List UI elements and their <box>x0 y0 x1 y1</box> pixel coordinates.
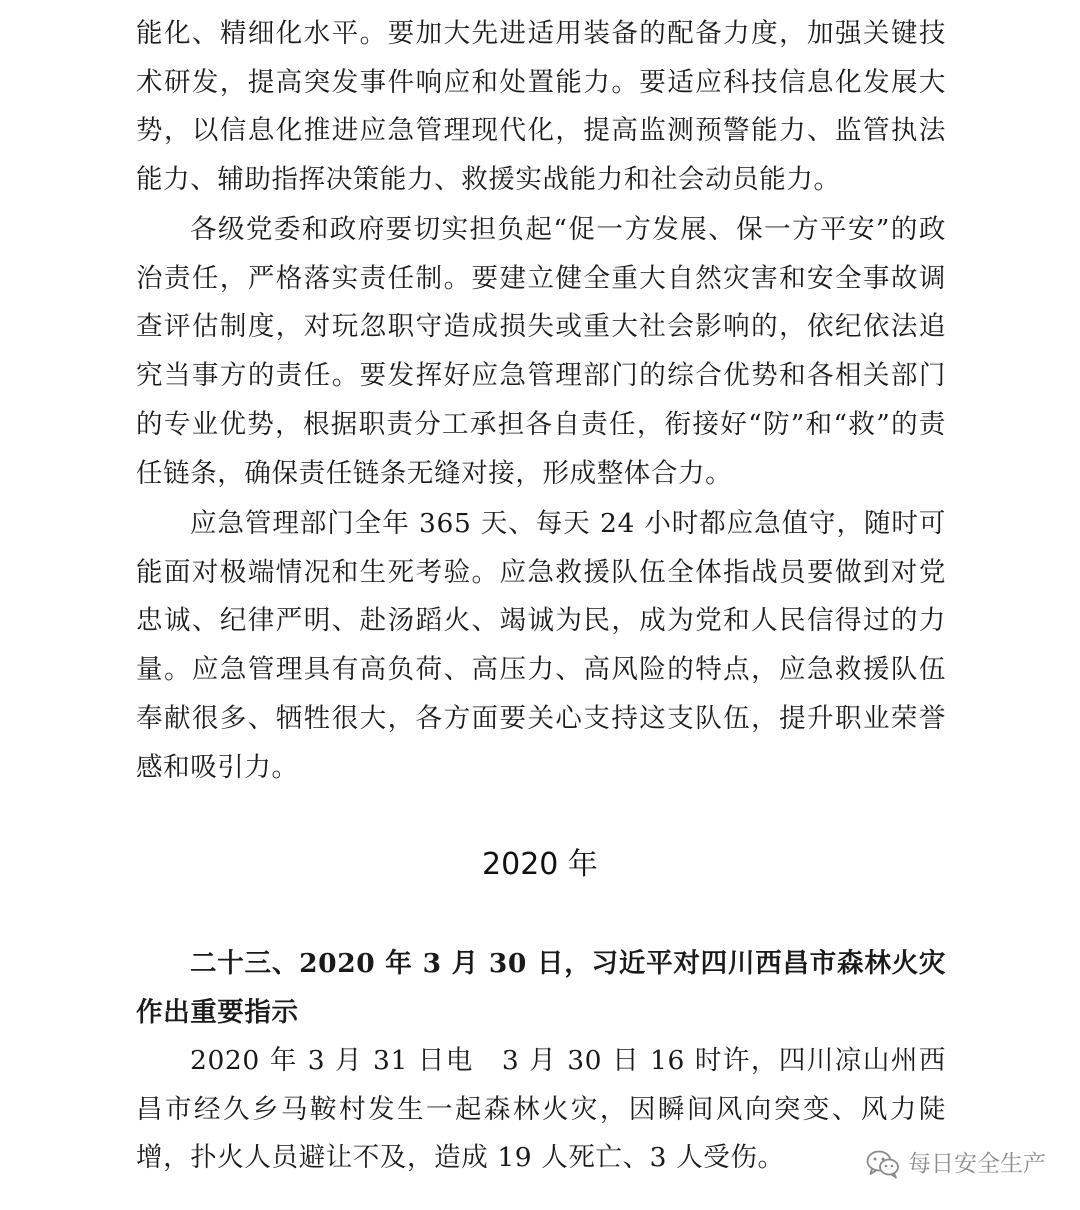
paragraph-capability: 能化、精细化水平。要加大先进适用装备的配备力度，加强关键技术研发，提高突发事件响应和处置能力。要适应科技信息化发展大势，以信息化推进应急管理现代化，提高监测预警能力、监管执法能力、辅助指挥决策能力、救援实战能力和社会动员能力。 <box>136 18 946 196</box>
watermark-text: 每日安全生产 <box>908 1151 1046 1177</box>
watermark <box>866 1146 1046 1182</box>
section-title: 二十三、2020 年 3 月 30 日，习近平对四川西昌市森林火灾作出重要指示 <box>136 948 946 1028</box>
paragraph-emergency-team: 应急管理部门全年 365 天、每天 24 小时都应急值守，随时可能面对极端情况和生死考验。应急救援队伍全体指战员要做到对党忠诚、纪律严明、赴汤蹈火、竭诚为民，成为党和人民信得过的力量。应急管理具有高负荷、高压力、高风险的特点，应急救援队伍奉献很多、牺牲很大，各方面要关心支持这支队伍，提升职业荣誉感和吸引力。 <box>136 508 946 783</box>
paragraph-responsibility: 各级党委和政府要切实担负起“促一方发展、保一方平安”的政治责任，严格落实责任制。要建立健全重大自然灾害和安全事故调查评估制度，对玩忽职守造成损失或重大社会影响的，依纪依法追究当事方的责任。要发挥好应急管理部门的综合优势和各相关部门的专业优势，根据职责分工承担各自责任，衔接好“防”和“救”的责任链条，确保责任链条无缝对接，形成整体合力。 <box>136 214 946 489</box>
year-heading: 2020 年 <box>482 847 598 882</box>
paragraph-fire-report: 2020 年 3 月 31 日电 3 月 30 日 16 时许，四川凉山州西昌市经久乡马鞍村发生一起森林火灾，因瞬间风向突变、风力陡增，扑火人员避让不及，造成 19 人死亡、3 人受伤。 <box>136 1045 946 1174</box>
wechat-icon <box>866 1149 900 1179</box>
